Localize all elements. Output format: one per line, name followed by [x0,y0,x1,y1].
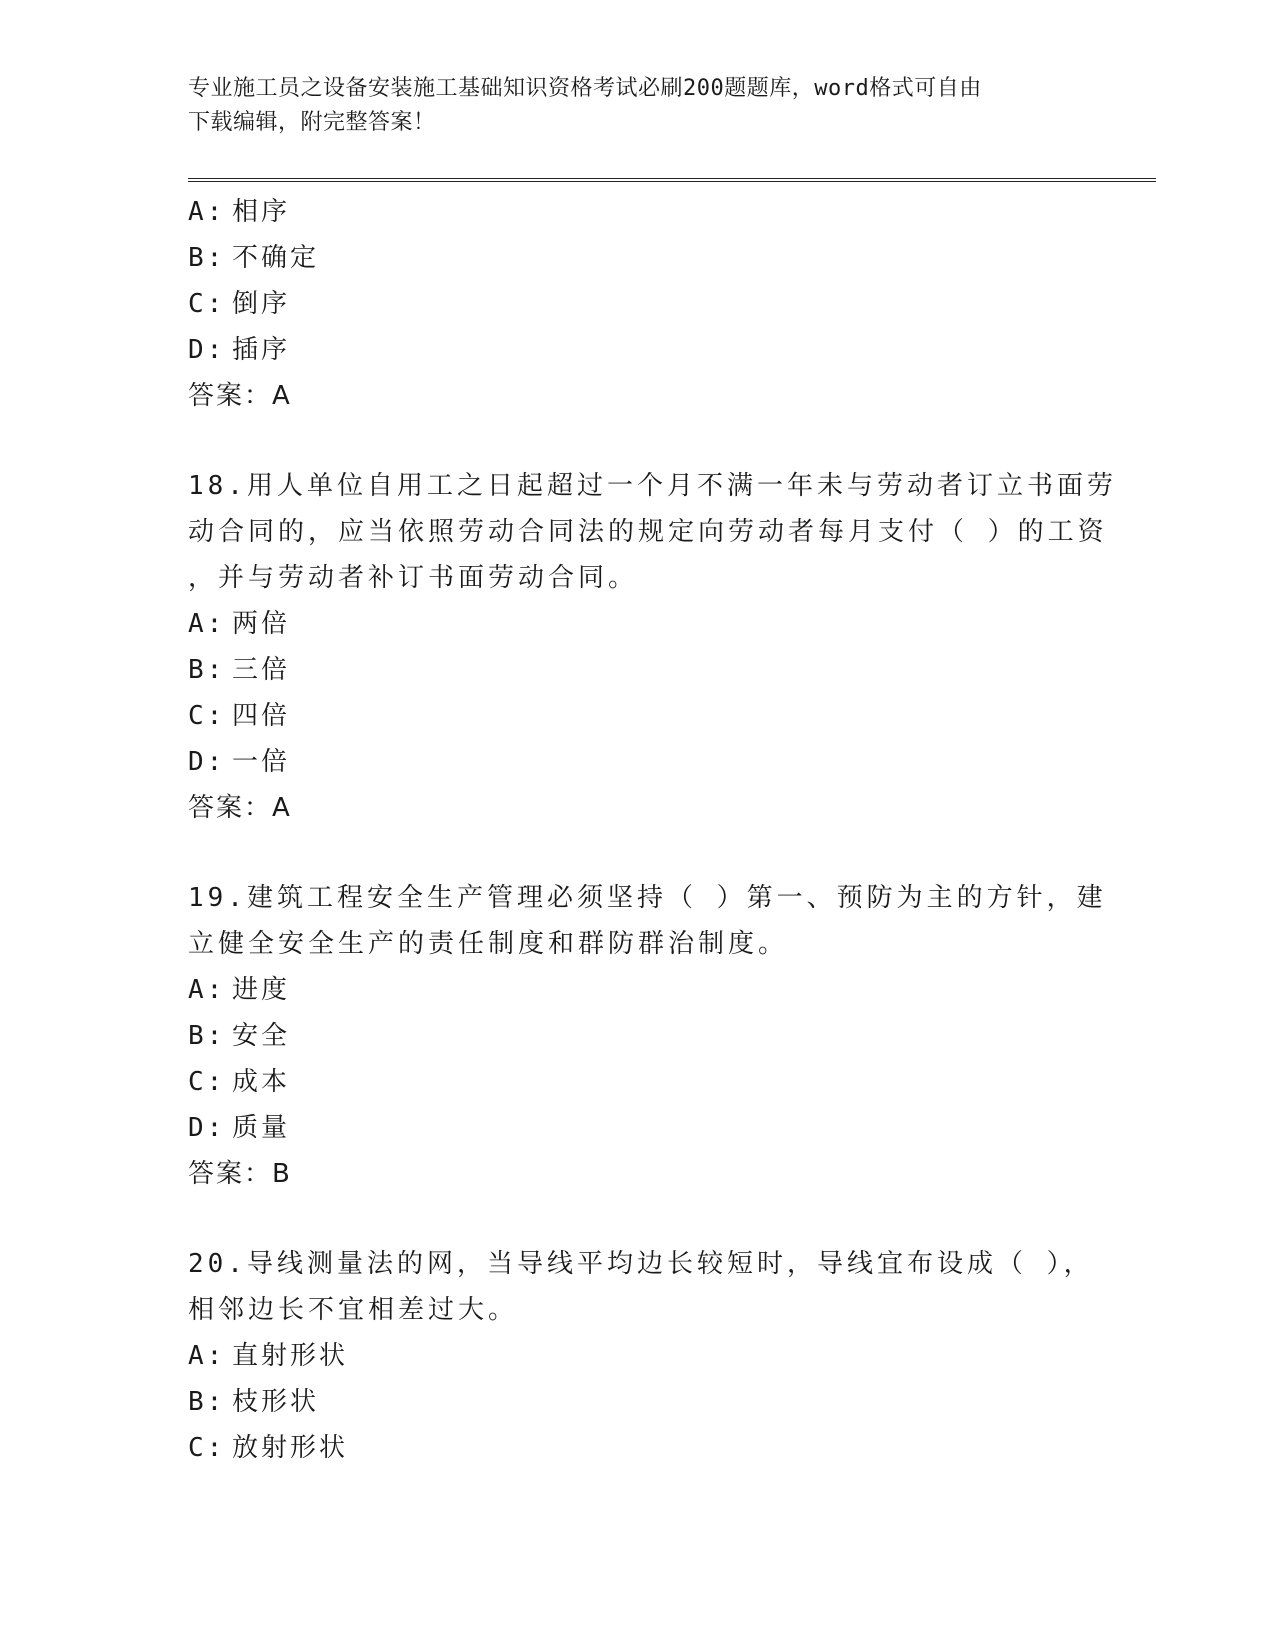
question-block [188,1241,1094,1471]
option-key: A: [188,609,226,639]
question-stem-line: 18.用人单位自用工之日起超过一个月不满一年未与劳动者订立书面劳 [188,471,1117,501]
option-key: C: [188,1067,226,1097]
option-row [188,1425,1088,1471]
option-text: 插序 [232,335,291,365]
block-spacer [188,831,1088,875]
option-text: 一倍 [232,747,291,777]
question-stem-line: 动合同的，应当依照劳动合同法的规定向劳动者每月支付（ ）的工资 [188,517,1108,547]
option-row [188,1105,1088,1151]
option-key: D: [188,1113,226,1143]
option-key: A: [188,197,226,227]
question-stem [188,463,1117,601]
option-row [188,1013,1088,1059]
option-key: A: [188,975,226,1005]
answer-line: 答案：B [188,1159,292,1189]
option-key: B: [188,243,226,273]
option-text: 两倍 [232,609,291,639]
option-key: D: [188,335,226,365]
question-block [188,875,1107,1197]
option-text: 进度 [232,975,291,1005]
option-row [188,601,1088,647]
option-key: C: [188,701,226,731]
header-divider [188,178,1156,182]
option-text: 放射形状 [232,1433,349,1463]
option-row [188,693,1088,739]
option-row [188,327,1088,373]
option-text: 三倍 [232,655,291,685]
option-key: B: [188,655,226,685]
option-row [188,235,1088,281]
option-text: 直射形状 [232,1341,349,1371]
question-stem [188,1241,1094,1333]
question-block [188,189,1088,419]
option-row [188,647,1088,693]
option-key: A: [188,1341,226,1371]
option-row [188,1059,1088,1105]
page-header [188,72,1088,140]
option-key: C: [188,289,226,319]
option-key: D: [188,747,226,777]
option-row [188,739,1088,785]
option-row [188,189,1088,235]
question-stem-line: ，并与劳动者补订书面劳动合同。 [188,563,639,593]
question-list [188,189,1117,1471]
header-line-1: 专业施工员之设备安装施工基础知识资格考试必刷200题题库，word格式可自由 [188,76,982,101]
option-text: 不确定 [232,243,320,273]
option-text: 质量 [232,1113,291,1143]
option-text: 安全 [232,1021,291,1051]
option-row [188,281,1088,327]
question-stem-line: 19.建筑工程安全生产管理必须坚持（ ）第一、预防为主的方针，建 [188,883,1107,913]
block-spacer [188,419,1088,463]
answer-line: 答案：A [188,793,292,823]
option-row [188,1379,1088,1425]
header-line-2: 下载编辑，附完整答案！ [188,110,436,135]
option-text: 相序 [232,197,291,227]
option-text: 四倍 [232,701,291,731]
option-key: B: [188,1021,226,1051]
block-spacer [188,1197,1088,1241]
question-stem-line: 立健全安全生产的责任制度和群防群治制度。 [188,929,789,959]
question-stem [188,875,1107,967]
option-text: 枝形状 [232,1387,320,1417]
question-stem-line: 20.导线测量法的网，当导线平均边长较短时，导线宜布设成（ ）， [188,1249,1094,1279]
option-key: C: [188,1433,226,1463]
option-row [188,967,1088,1013]
option-text: 成本 [232,1067,291,1097]
question-stem-line: 相邻边长不宜相差过大。 [188,1295,519,1325]
option-key: B: [188,1387,226,1417]
answer-line: 答案：A [188,381,292,411]
question-block [188,463,1117,831]
option-text: 倒序 [232,289,291,319]
option-row [188,1333,1088,1379]
